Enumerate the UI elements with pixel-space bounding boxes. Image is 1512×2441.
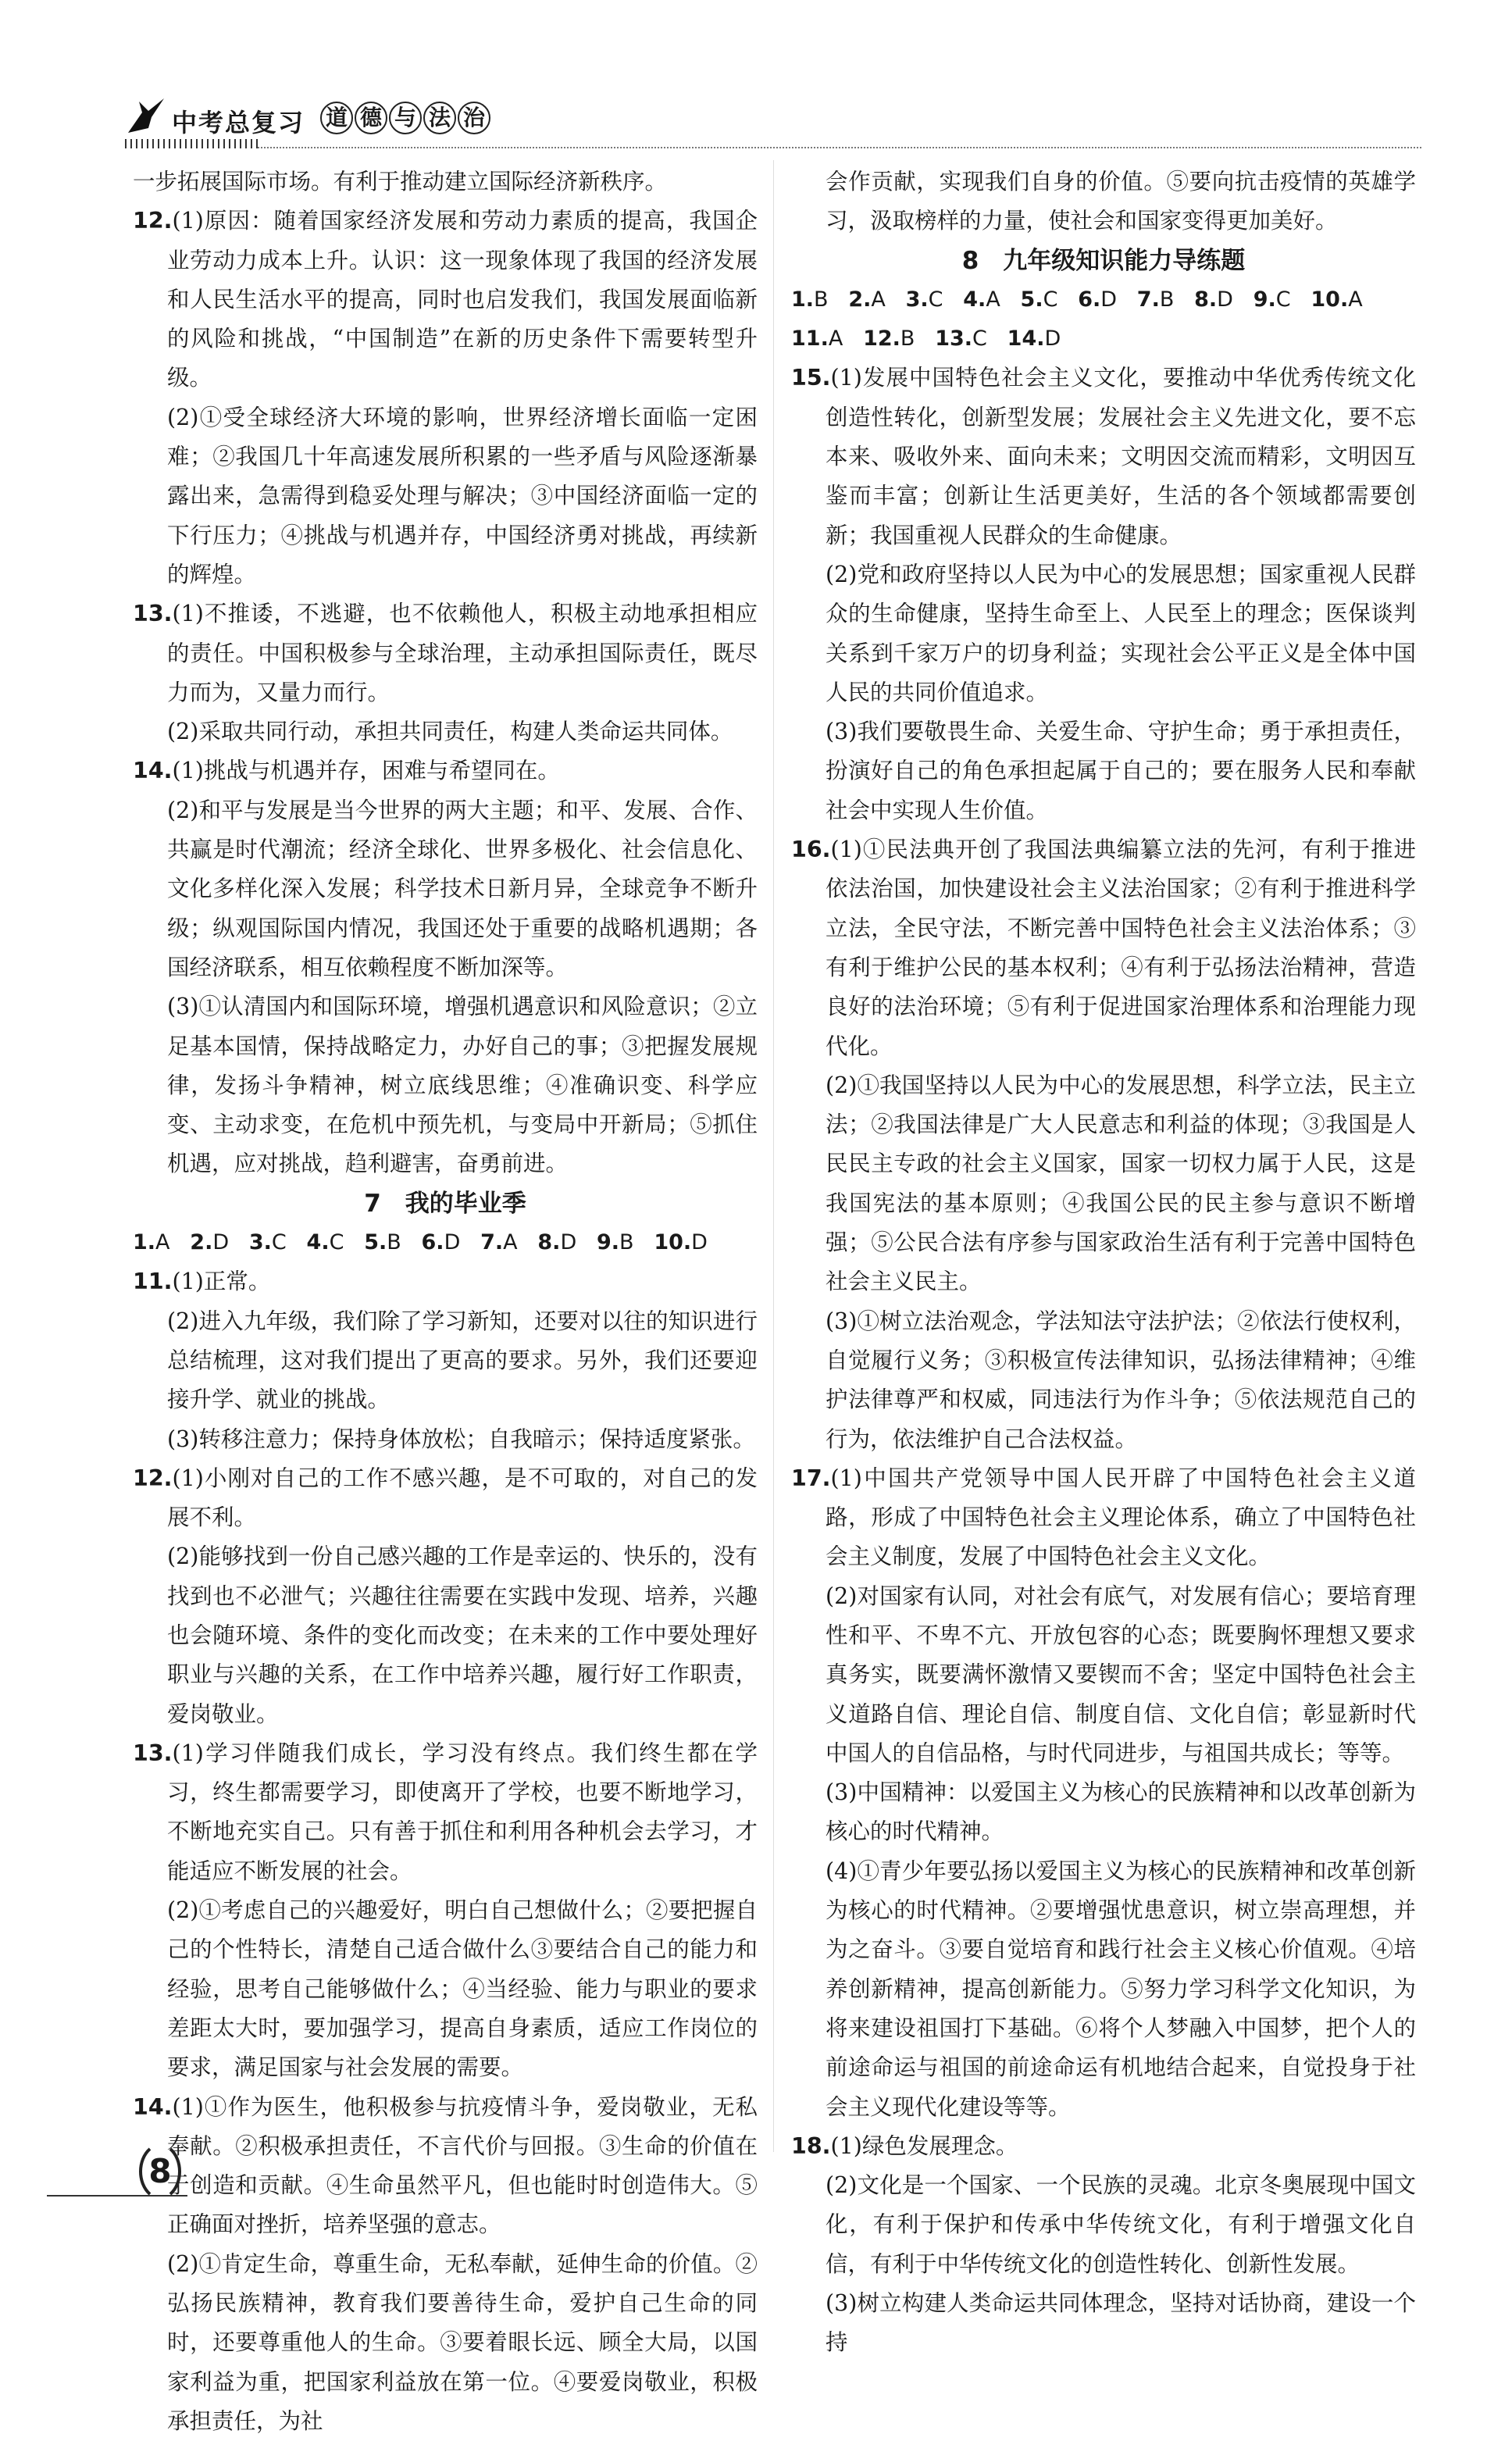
paragraph: 会作贡献，实现我们自身的价值。⑤要向抗击疫情的英雄学习，汲取榜样的力量，使社会和国家变得更加美好。: [826, 169, 1416, 234]
choice-letter: B: [1159, 287, 1175, 312]
choice-number: 10.: [1311, 287, 1349, 312]
answer-text: (1)挑战与机遇并存，困难与希望同在。: [172, 758, 560, 784]
choice-number: 3.: [905, 287, 929, 312]
choice-letter: B: [387, 1230, 401, 1255]
question-number: 12.: [133, 208, 173, 234]
choice-letter: C: [329, 1230, 344, 1255]
answer-text: (1)中国共产党领导中国人民开辟了中国特色社会主义道路，形成了中国特色社会主义理论体系，确立了中国特色社会主义制度，发展了中国特色社会主义文化。: [826, 1465, 1416, 1570]
choice-number: 10.: [654, 1230, 692, 1255]
answer-text: (1)绿色发展理念。: [830, 2132, 1018, 2159]
answer-part: (3)转移注意力；保持身体放松；自我暗示；保持适度紧张。: [167, 1426, 755, 1452]
answer-part: (2)能够找到一份自己感兴趣的工作是幸运的、快乐的，没有找到也不必泄气；兴趣往往需要在实践中发现、培养，兴趣也会随环境、条件的变化而改变；在未来的工作中要处理好职业与兴趣的关系，在工作中培养兴趣，履行好工作职责，爱岗敬业。: [167, 1543, 758, 1727]
question-number: 17.: [791, 1465, 831, 1491]
paragraph: 一步拓展国际市场。有利于推动建立国际经济新秩序。: [133, 169, 668, 194]
answer-text: (1)①作为医生，他积极参与抗疫情斗争，爱岗敬业，无私奉献。②积极承担责任，不言代价与回报。③生命的价值在于创造和贡献。④生命虽然平凡，但也能时时创造伟大。⑤正确面对挫折，培养坚强的意志。: [167, 2093, 758, 2238]
question-number: 13.: [133, 601, 173, 627]
choice-number: 9.: [596, 1230, 620, 1255]
choice-number: 2.: [848, 287, 872, 312]
question-number: 11.: [133, 1269, 173, 1295]
choice-number: 5.: [364, 1230, 387, 1255]
choice-letter: C: [972, 327, 987, 352]
choice-letter: B: [900, 327, 915, 352]
choice-answers: [791, 280, 1416, 319]
question-16: [791, 830, 1416, 1066]
answer-part: (3)①认清国内和国际环境，增强机遇意识和风险意识；②立足基本国情，保持战略定力，办好自己的事；③把握发展规律，发扬斗争精神，树立底线思维；④准确识变、科学应变、主动求变，在危机中预先机，与变局中开新局；⑤抓住机遇，应对挑战，趋利避害，奋勇前进。: [167, 994, 758, 1177]
choice-number: 6.: [1078, 287, 1101, 312]
header-title: 中考总复习: [172, 108, 305, 137]
choice-answers: [133, 1223, 758, 1262]
answer-part: (2)①考虑自己的兴趣爱好，明白自己想做什么；②要把握自己的个性特长，清楚自己适合做什么③要结合自己的能力和经验，思考自己能够做什么；④当经验、能力与职业的要求差距太大时，要加强学习，提高自身素质，适应工作岗位的要求，满足国家与社会发展的需要。: [167, 1897, 758, 2081]
choice-letter: A: [828, 327, 843, 352]
answer-part: (3)我们要敬畏生命、关爱生命、守护生命；勇于承担责任，扮演好自己的角色承担起属于自己的；要在服务人民和奉献社会中实现人生价值。: [826, 719, 1416, 823]
question-number: 12.: [133, 1465, 173, 1491]
choice-number: 8.: [537, 1230, 561, 1255]
question-number: 18.: [791, 2132, 831, 2159]
choice-number: 1.: [133, 1230, 156, 1255]
choice-number: 4.: [306, 1230, 330, 1255]
choice-letter: A: [871, 287, 886, 312]
question-15: [791, 359, 1416, 555]
answer-text: (1)学习伴随我们成长，学习没有终点。我们终生都在学习，终生都需要学习，即使离开了学校，也要不断地学习，不断地充实自己。只有善于抓住和利用各种机会去学习，才能适应不断发展的社会。: [167, 1740, 758, 1884]
section-heading-8: 8 九年级知识能力导练题: [961, 246, 1246, 275]
choice-number: 2.: [190, 1230, 213, 1255]
answer-part: (2)①肯定生命，尊重生命，无私奉献，延伸生命的价值。②弘扬民族精神，教育我们要善待生命，爱护自己生命的同时，还要尊重他人的生命。③要着眼长远、顾全大局，以国家利益为重，把国家利益放在第一位。④要爱岗敬业，积极承担责任，为社: [167, 2250, 758, 2434]
question-number: 14.: [133, 758, 173, 784]
choice-number: 14.: [1007, 327, 1045, 352]
answer-part: (2)对国家有认同，对社会有底气，对发展有信心；要培育理性和平、不卑不亢、开放包容的心态；既要胸怀理想又要求真务实，既要满怀激情又要锲而不舍；坚定中国特色社会主义道路自信、理论自信、制度自信、文化自信；彰显新时代中国人的自信品格，与时代同进步，与祖国共成长；等等。: [826, 1583, 1416, 1766]
choice-number: 6.: [421, 1230, 444, 1255]
answer-part: (2)党和政府坚持以人民为中心的发展思想；国家重视人民群众的生命健康，坚持生命至上、人民至上的理念；医保谈判关系到千家万户的切身利益；实现社会公平正义是全体中国人民的共同价值追求。: [826, 561, 1416, 705]
page-number: [133, 2144, 187, 2199]
choice-letter: D: [691, 1230, 708, 1255]
subject-char: 德: [355, 102, 387, 134]
answer-part: (2)采取共同行动，承担共同责任，构建人类命运共同体。: [167, 719, 733, 745]
choice-letter: A: [503, 1230, 518, 1255]
choice-letter: C: [1043, 287, 1058, 312]
choice-letter: B: [619, 1230, 634, 1255]
choice-letter: A: [155, 1230, 170, 1255]
answer-part: (2)和平与发展是当今世界的两大主题；和平、发展、合作、共赢是时代潮流；经济全球化、世界多极化、社会信息化、文化多样化深入发展；科学技术日新月异，全球竞争不断升级；纵观国际国内情况，我国还处于重要的战略机遇期；各国经济联系，相互依赖程度不断加深等。: [167, 797, 758, 980]
choice-letter: D: [560, 1230, 577, 1255]
choice-letter: D: [1044, 327, 1061, 352]
answer-text: (1)不推诿，不逃避，也不依赖他人，积极主动地承担相应的责任。中国积极参与全球治理，主动承担国际责任，既尽力而为，又量力而行。: [167, 601, 758, 705]
question-number: 14.: [133, 2093, 173, 2120]
choice-number: 8.: [1194, 287, 1218, 312]
header-subject: [320, 102, 490, 134]
answer-text: (1)正常。: [172, 1269, 271, 1295]
choice-number: 12.: [863, 327, 900, 352]
choice-letter: D: [1100, 287, 1118, 312]
subject-char: 与: [389, 102, 422, 134]
answer-part: (2)进入九年级，我们除了学习新知，还要对以往的知识进行总结梳理，这对我们提出了更高的要求。另外，我们还要迎接升学、就业的挑战。: [167, 1308, 758, 1413]
right-column: [791, 162, 1416, 2363]
subject-char: 道: [320, 102, 353, 134]
answer-text: (1)原因：随着国家经济发展和劳动力素质的提高，我国企业劳动力成本上升。认识：这一现象体现了我国的经济发展和人民生活水平的提高，同时也启发我们，我国发展面临新的风险和挑战，“中国制造”在新的历史条件下需要转型升级。: [167, 208, 758, 391]
question-11: [133, 1262, 758, 1301]
question-17: [791, 1459, 1416, 1577]
column-divider: [773, 160, 774, 2152]
choice-letter: D: [444, 1230, 461, 1255]
page-number-text: 8: [148, 2152, 172, 2190]
choice-letter: C: [271, 1230, 287, 1255]
choice-letter: A: [986, 287, 1000, 312]
subject-char: 治: [458, 102, 490, 134]
choice-number: 5.: [1020, 287, 1043, 312]
question-14: [133, 751, 758, 790]
choice-letter: A: [1348, 287, 1363, 312]
answer-text: (1)发展中国特色社会主义文化，要推动中华优秀传统文化创造性转化，创新型发展；发展社会主义先进文化，要不忘本来、吸收外来、面向未来；文明因交流而精彩，文明因互鉴而丰富；创新让生活更美好，生活的各个领域都需要创新；我国重视人民群众的生命健康。: [826, 365, 1416, 548]
answer-text: (1)小刚对自己的工作不感兴趣，是不可取的，对自己的发展不利。: [167, 1465, 758, 1531]
question-number: 13.: [133, 1740, 173, 1766]
answer-part: (2)①受全球经济大环境的影响，世界经济增长面临一定困难；②我国几十年高速发展所积累的一些矛盾与风险逐渐暴露出来，急需得到稳妥处理与解决；③中国经济面临一定的下行压力；④挑战与机遇并存，中国经济勇对挑战，再续新的辉煌。: [167, 404, 758, 587]
page-header: [125, 94, 1421, 148]
choice-letter: B: [814, 287, 829, 312]
question-number: 16.: [791, 837, 831, 863]
choice-number: 4.: [963, 287, 986, 312]
answer-part: (4)①青少年要弘扬以爱国主义为核心的民族精神和改革创新为核心的时代精神。②要增强忧患意识，树立崇高理想，并为之奋斗。③要自觉培育和践行社会主义核心价值观。④培养创新精神，提高创新能力。⑤努力学习科学文化知识，为将来建设祖国打下基础。⑥将个人梦融入中国梦，把个人的前途命运与祖国的前途命运有机地结合起来，自觉投身于社会主义现代化建设等等。: [826, 1858, 1416, 2120]
choice-letter: C: [928, 287, 943, 312]
question-13: [133, 594, 758, 712]
choice-number: 3.: [248, 1230, 272, 1255]
choice-number: 13.: [935, 327, 973, 352]
left-column: [133, 162, 758, 2441]
choice-letter: C: [1275, 287, 1291, 312]
question-number: 15.: [791, 365, 831, 391]
question-12: [133, 1459, 758, 1538]
bird-logo-icon: [125, 94, 169, 137]
choice-answers: [791, 319, 1416, 359]
choice-number: 1.: [791, 287, 815, 312]
question-14: [133, 2088, 758, 2245]
question-12: [133, 202, 758, 398]
answer-part: (2)①我国坚持以人民为中心的发展思想，科学立法，民主立法；②我国法律是广大人民意志和利益的体现；③我国是人民民主专政的社会主义国家，国家一切权力属于人民，这是我国宪法的基本原则；④我国公民的民主参与意识不断增强；⑤公民合法有序参与国家政治生活有利于完善中国特色社会主义民主。: [826, 1072, 1416, 1295]
answer-part: (3)中国精神：以爱国主义为核心的民族精神和以改革创新为核心的时代精神。: [826, 1779, 1416, 1845]
choice-letter: D: [1217, 287, 1233, 312]
answer-part: (3)①树立法治观念，学法知法守法护法；②依法行使权利，自觉履行义务；③积极宣传法律知识，弘扬法律精神；④维护法律尊严和权威，同违法行为作斗争；⑤依法规范自己的行为，依法维护自己合法权益。: [826, 1308, 1416, 1452]
section-heading-7: 7 我的毕业季: [364, 1189, 526, 1218]
choice-number: 7.: [480, 1230, 504, 1255]
choice-number: 7.: [1136, 287, 1160, 312]
answer-part: (3)树立构建人类命运共同体理念，坚持对话协商，建设一个持: [826, 2290, 1416, 2356]
answer-text: (1)①民法典开创了我国法典编纂立法的先河，有利于推进依法治国，加快建设社会主义法治国家；②有利于推进科学立法，全民守法，不断完善中国特色社会主义法治体系；③有利于维护公民的基本权利；④有利于弘扬法治精神，营造良好的法治环境；⑤有利于促进国家治理体系和治理能力现代化。: [826, 837, 1416, 1059]
subject-char: 法: [423, 102, 456, 134]
answer-part: (2)文化是一个国家、一个民族的灵魂。北京冬奥展现中国文化，有利于保护和传承中华传统文化，有利于增强文化自信，有利于中华传统文化的创造性转化、创新性发展。: [826, 2172, 1416, 2277]
header-dotted-line: [258, 147, 1421, 148]
question-18: [791, 2127, 1416, 2166]
choice-letter: D: [212, 1230, 230, 1255]
choice-number: 11.: [791, 327, 829, 352]
choice-number: 9.: [1253, 287, 1276, 312]
question-13: [133, 1734, 758, 1891]
